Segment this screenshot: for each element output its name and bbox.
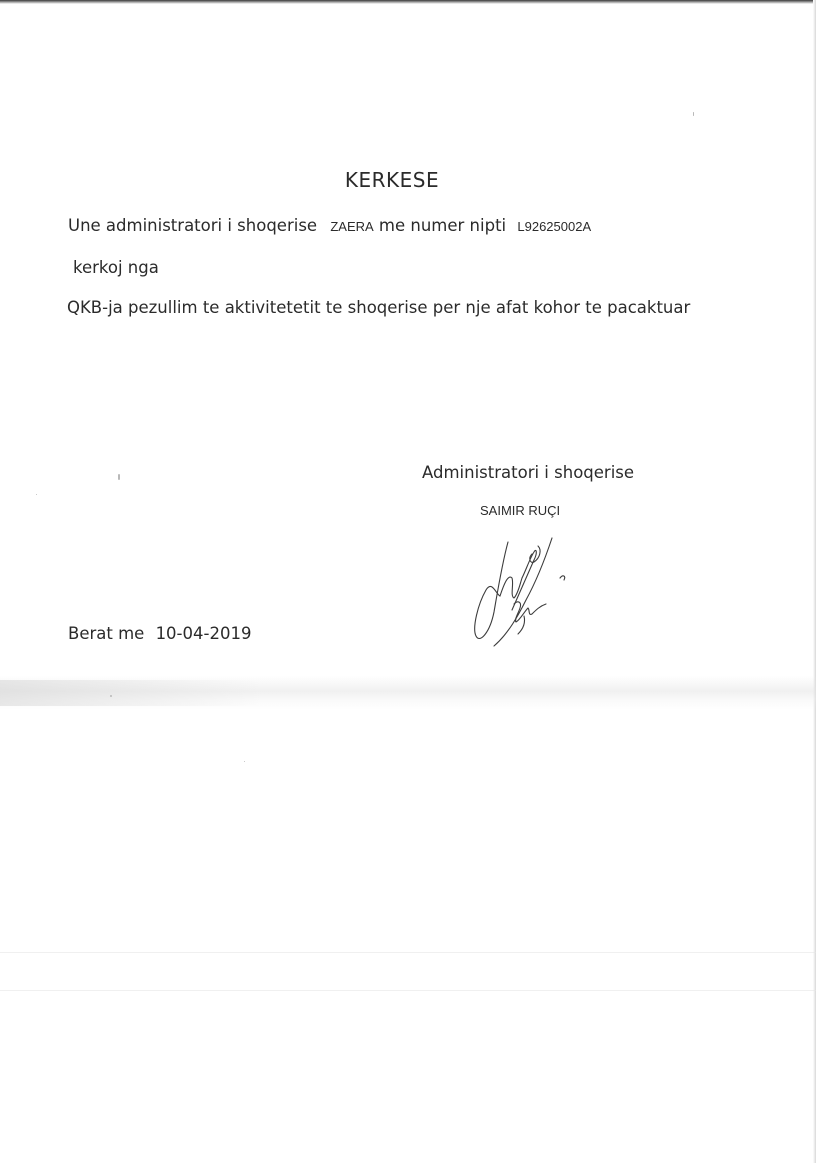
scan-speck [693, 112, 694, 116]
scan-speck [244, 761, 245, 762]
handwritten-signature-icon [468, 534, 578, 654]
scan-line [0, 952, 816, 953]
document-date: 10-04-2019 [155, 624, 252, 643]
place-date-line [68, 624, 251, 643]
nipt-label: me numer nipti [378, 216, 507, 235]
scan-speck [118, 474, 120, 480]
document-title: KERKESE [344, 168, 440, 192]
request-line-3: QKB-ja pezullim te aktivitetetit te shoqerise per nje afat kohor te pacaktuar [67, 298, 691, 317]
nipt-number: L92625002A [517, 219, 592, 234]
company-name: ZAERA [330, 219, 374, 234]
request-line-2: kerkoj nga [73, 258, 159, 277]
signatory-name: SAIMIR RUÇI [480, 503, 561, 518]
signatory-role: Administratori i shoqerise [422, 463, 635, 482]
request-line-1 [68, 216, 591, 235]
place-label: Berat me [68, 624, 145, 643]
request-intro-text: Une administratori i shoqerise [68, 216, 318, 235]
scan-speck [110, 695, 112, 697]
scan-shadow-band-left [0, 680, 260, 706]
scan-edge-top [0, 0, 816, 4]
scan-speck [36, 494, 37, 495]
scan-line [0, 990, 816, 991]
